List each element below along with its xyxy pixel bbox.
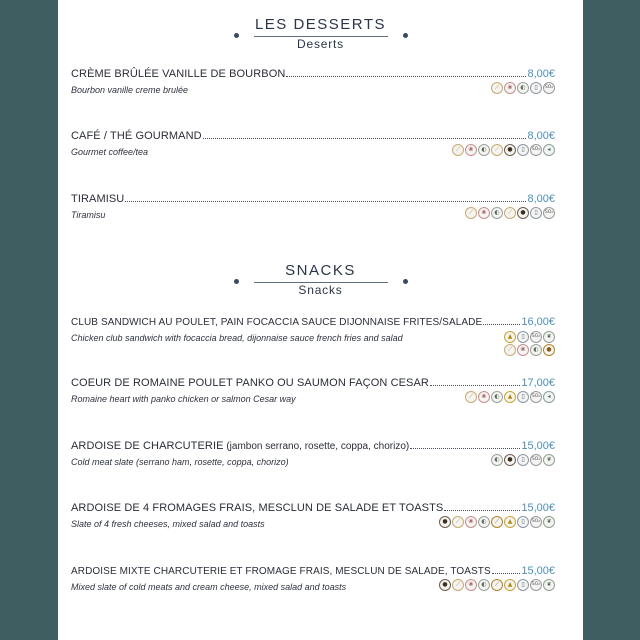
item-price: 15,00€	[521, 502, 555, 514]
item-price: 8,00€	[527, 130, 555, 142]
item-name: TIRAMISU	[71, 193, 125, 205]
milk-icon: ▯	[530, 82, 542, 94]
celery-icon: ❦	[543, 331, 555, 343]
egg-icon: ◐	[491, 391, 503, 403]
item-name: CAFÉ / THÉ GOURMAND	[71, 130, 202, 142]
egg-icon: ◐	[478, 516, 490, 528]
allergen-icons	[435, 391, 555, 403]
egg-icon: ◐	[517, 82, 529, 94]
item-name: CRÈME BRÛLÉE VANILLE DE BOURBON	[71, 68, 286, 80]
shellfish-icon: ❀	[478, 207, 490, 219]
menu-item	[71, 193, 555, 221]
nut-icon: ●	[517, 207, 529, 219]
egg-icon: ◐	[478, 144, 490, 156]
wheat-icon: ⟋	[452, 144, 464, 156]
peanut-icon: ⟋	[491, 516, 503, 528]
allergen-icons	[465, 82, 555, 94]
wheat-icon: ⟋	[504, 344, 516, 356]
milk-icon: ▯	[517, 144, 529, 156]
sulphite-icon: SO₂	[543, 207, 555, 219]
dotted-leader	[444, 502, 520, 511]
fish-icon: ◂	[543, 391, 555, 403]
nut-icon: ●	[504, 454, 516, 466]
sulphite-icon: SO₂	[530, 579, 542, 591]
dotted-leader	[410, 440, 520, 449]
nut-icon: ●	[439, 516, 451, 528]
dotted-leader	[430, 377, 520, 386]
menu-page	[58, 0, 583, 640]
item-description: Tiramisu	[71, 210, 106, 220]
item-description: Cold meat slate (serrano ham, rosette, coppa, chorizo)	[71, 457, 289, 467]
dotted-leader	[286, 68, 526, 77]
grain-icon: ⟋	[504, 207, 516, 219]
menu-item	[71, 68, 555, 96]
sulphite-icon: SO₂	[530, 391, 542, 403]
item-price: 15,00€	[521, 440, 555, 452]
sulphite-icon: SO₂	[530, 516, 542, 528]
item-name-main: ARDOISE DE CHARCUTERIE	[71, 440, 224, 452]
allergen-icons	[425, 144, 555, 156]
allergen-icons	[465, 454, 555, 466]
fish-icon: ◂	[543, 144, 555, 156]
milk-icon: ▯	[530, 207, 542, 219]
item-description: Chicken club sandwich with focaccia bread, dijonnaise sauce french fries and salad	[71, 333, 403, 343]
dotted-leader	[483, 316, 520, 325]
milk-icon: ▯	[517, 331, 529, 343]
shellfish-icon: ❀	[465, 144, 477, 156]
celery-icon: ❦	[543, 579, 555, 591]
item-description: Bourbon vanille creme brulée	[71, 85, 189, 95]
item-name: ARDOISE MIXTE CHARCUTERIE ET FROMAGE FRAIS, MESCLUN DE SALADE, TOASTS	[71, 566, 491, 577]
dotted-leader	[125, 193, 526, 202]
item-name: COEUR DE ROMAINE POULET PANKO OU SAUMON FAÇON CESAR	[71, 377, 429, 389]
nut-icon: ●	[439, 579, 451, 591]
item-description: Gourmet coffee/tea	[71, 147, 149, 157]
milk-icon: ▯	[517, 391, 529, 403]
mustard-icon: ▲	[504, 579, 516, 591]
dotted-leader	[203, 130, 527, 139]
peanut-icon: ⟋	[491, 579, 503, 591]
menu-item	[71, 316, 555, 353]
menu-item	[71, 440, 555, 468]
egg-icon: ◐	[491, 207, 503, 219]
milk-icon: ▯	[517, 516, 529, 528]
item-name: ARDOISE DE 4 FROMAGES FRAIS, MESCLUN DE SALADE ET TOASTS	[71, 502, 444, 514]
mustard-icon: ▲	[504, 391, 516, 403]
decorative-dot-icon	[234, 279, 239, 284]
item-price: 8,00€	[527, 193, 555, 205]
item-price: 8,00€	[527, 68, 555, 80]
section-header-desserts	[58, 16, 583, 52]
milk-icon: ▯	[517, 454, 529, 466]
egg-icon: ◐	[478, 579, 490, 591]
section-title: SNACKS	[285, 262, 356, 279]
grain-icon: ⟋	[491, 144, 503, 156]
section-header-snacks	[58, 262, 583, 298]
wheat-icon: ⟋	[452, 516, 464, 528]
section-subtitle: Snacks	[298, 283, 343, 297]
allergen-icons	[415, 579, 555, 591]
item-name: CLUB SANDWICH AU POULET, PAIN FOCACCIA SAUCE DIJONNAISE FRITES/SALADE	[71, 317, 483, 328]
mustard-icon: ▲	[504, 331, 516, 343]
milk-icon: ▯	[517, 579, 529, 591]
menu-item	[71, 377, 555, 405]
celery-icon: ❦	[543, 516, 555, 528]
sulphite-icon: SO₂	[530, 331, 542, 343]
item-name-detail: (jambon serrano, rosette, coppa, chorizo)	[223, 441, 410, 452]
egg-icon: ◐	[530, 344, 542, 356]
shellfish-icon: ❀	[465, 516, 477, 528]
dotted-leader	[492, 565, 521, 574]
item-price: 16,00€	[521, 316, 555, 328]
menu-item	[71, 502, 555, 530]
decorative-dot-icon	[403, 33, 408, 38]
soy-icon: SO₂	[543, 82, 555, 94]
section-subtitle: Deserts	[297, 37, 344, 51]
nut-icon: ●	[504, 144, 516, 156]
menu-item	[71, 130, 555, 158]
shellfish-icon: ❀	[465, 579, 477, 591]
mustard-icon: ▲	[504, 516, 516, 528]
allergen-icons	[495, 331, 555, 356]
decorative-dot-icon	[403, 279, 408, 284]
celery-icon: ❦	[543, 454, 555, 466]
allergen-icons	[435, 207, 555, 219]
shellfish-icon: ❀	[517, 344, 529, 356]
item-name	[71, 440, 409, 453]
wheat-icon: ⟋	[491, 82, 503, 94]
section-title: LES DESSERTS	[254, 16, 387, 33]
wheat-icon: ⟋	[465, 391, 477, 403]
item-description: Mixed slate of cold meats and cream cheese, mixed salad and toasts	[71, 582, 347, 592]
item-description: Slate of 4 fresh cheeses, mixed salad and toasts	[71, 519, 265, 529]
peanut-icon: ●	[543, 344, 555, 356]
menu-item	[71, 565, 555, 593]
item-price: 17,00€	[521, 377, 555, 389]
item-description: Romaine heart with panko chicken or salmon Cesar way	[71, 394, 296, 404]
wheat-icon: ⟋	[465, 207, 477, 219]
sulphite-icon: SO₂	[530, 454, 542, 466]
wheat-icon: ⟋	[452, 579, 464, 591]
decorative-dot-icon	[234, 33, 239, 38]
shellfish-icon: ❀	[504, 82, 516, 94]
shellfish-icon: ❀	[478, 391, 490, 403]
allergen-icons	[415, 516, 555, 528]
sulphite-icon: SO₂	[530, 144, 542, 156]
item-price: 15,00€	[521, 565, 555, 577]
egg-icon: ◐	[491, 454, 503, 466]
